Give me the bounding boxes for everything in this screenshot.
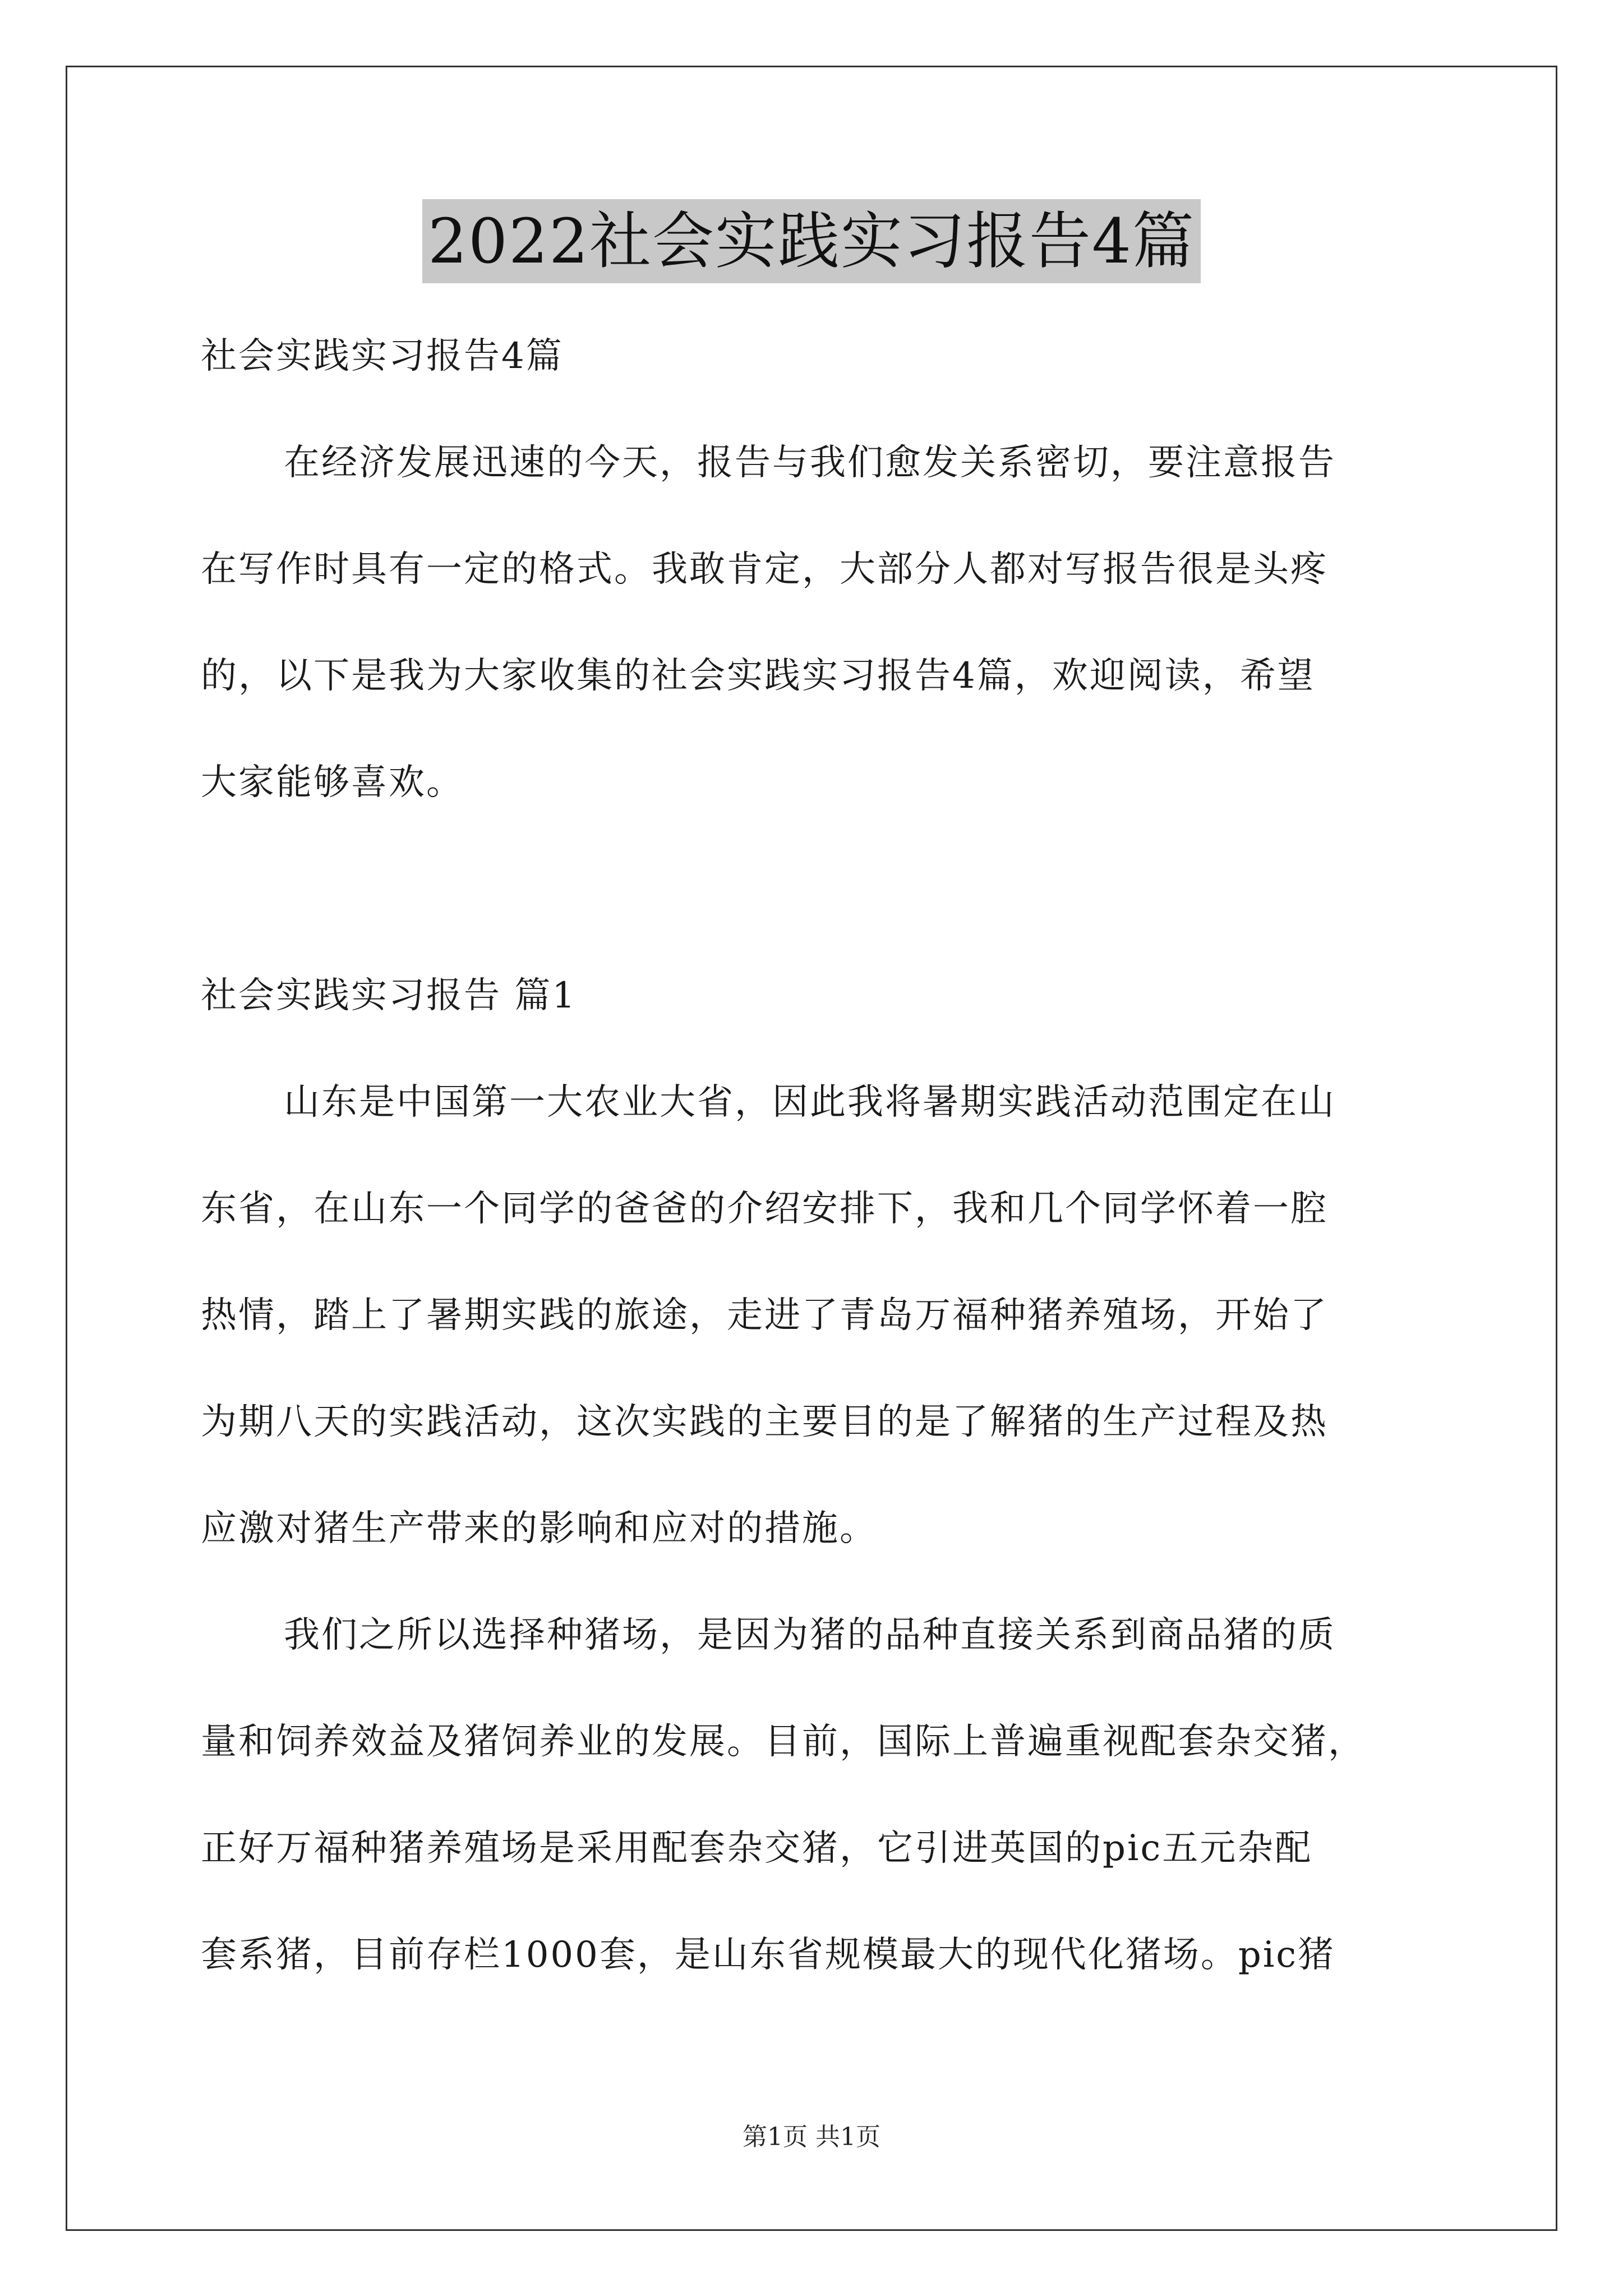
page-footer: 第1页 共1页 xyxy=(743,2123,880,2151)
paragraph-gap xyxy=(201,836,1435,942)
paragraph-line: 套系猪，目前存栏1000套，是山东省规模最大的现代化猪场。pic猪 xyxy=(201,1934,1336,1976)
paragraph-line: 热情，踏上了暑期实践的旅途，走进了青岛万福种猪养殖场，开始了 xyxy=(201,1295,1328,1336)
intro-line: 在经济发展迅速的今天，报告与我们愈发关系密切，要注意报告 xyxy=(284,442,1336,484)
document-title: 2022社会实践实习报告4篇 xyxy=(422,199,1201,283)
intro-line: 的，以下是我为大家收集的社会实践实习报告4篇，欢迎阅读，希望 xyxy=(201,655,1315,697)
paragraph-line: 我们之所以选择种猪场，是因为猪的品种直接关系到商品猪的质 xyxy=(284,1614,1336,1656)
paragraph-line: 应激对猪生产带来的影响和应对的措施。 xyxy=(201,1508,877,1549)
title-container xyxy=(0,199,1623,283)
section-heading: 社会实践实习报告 篇1 xyxy=(201,975,577,1016)
intro-line: 大家能够喜欢。 xyxy=(201,762,464,803)
paragraph-line: 正好万福种猪养殖场是采用配套杂交猪，它引进英国的pic五元杂配 xyxy=(201,1828,1313,1869)
document-body xyxy=(201,303,1435,2008)
document-subtitle: 社会实践实习报告4篇 xyxy=(201,335,564,377)
paragraph-line: 山东是中国第一大农业大省，因此我将暑期实践活动范围定在山 xyxy=(284,1082,1336,1123)
paragraph-line: 东省，在山东一个同学的爸爸的介绍安排下，我和几个同学怀着一腔 xyxy=(201,1188,1328,1230)
intro-line: 在写作时具有一定的格式。我敢肯定，大部分人都对写报告很是头疼 xyxy=(201,549,1328,590)
paragraph-line: 为期八天的实践活动，这次实践的主要目的是了解猪的生产过程及热 xyxy=(201,1401,1328,1443)
paragraph-line: 量和饲养效益及猪饲养业的发展。目前，国际上普遍重视配套杂交猪， xyxy=(201,1721,1366,1763)
